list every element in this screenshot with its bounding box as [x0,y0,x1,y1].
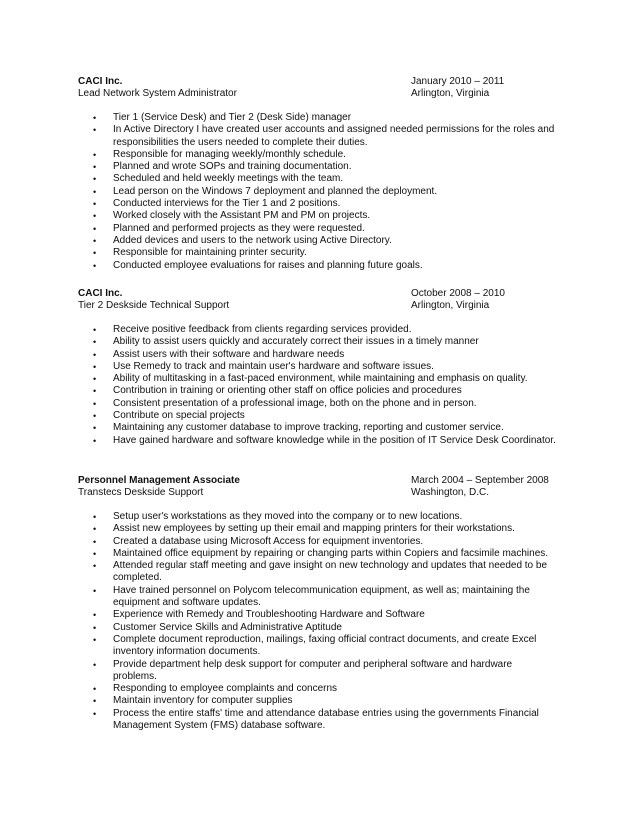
bullet-text: Consistent presentation of a professional image, both on the phone and in person. [113,397,477,409]
bullet-icon: • [93,361,97,372]
bullet-icon: • [93,423,97,434]
bullet-icon: • [93,248,97,259]
bullet-text: Maintain inventory for computer supplies [113,695,293,707]
bullet-icon: • [93,561,97,572]
bullet-icon: • [93,325,97,335]
bullet-item [78,410,558,422]
job-dates: October 2008 – 2010 [411,288,505,299]
bullet-icon: • [93,708,97,719]
bullet-text: Responsible for maintaining printer security. [113,247,307,259]
bullet-text: Responsible for managing weekly/monthly schedule. [113,148,346,160]
job-bullet-list [78,112,558,272]
bullet-icon: • [93,349,97,360]
bullet-text: Assist users with their software and hardware needs [113,348,345,360]
bullet-text: Ability of multitasking in a fast-paced environment, while maintaining and emphasis on quality. [113,373,528,385]
company-name: Personnel Management Associate [78,475,240,486]
company-name: CACI Inc. [78,76,123,87]
job-location: Arlington, Virginia [411,300,490,311]
job-title-row [78,88,558,100]
bullet-text: Ability to assist users quickly and accurately correct their issues in a timely manner [113,336,479,348]
bullet-item [78,708,558,733]
bullet-text: Contribution in training or orienting other staff on office policies and procedures [113,385,462,397]
bullet-icon: • [93,512,97,522]
bullet-item [78,560,558,585]
bullet-icon: • [93,411,97,422]
bullet-item [78,609,558,621]
bullet-item [78,112,558,124]
bullet-icon: • [93,610,97,621]
bullet-icon: • [93,149,97,160]
bullet-text: Provide department help desk support for computer and peripheral software and hardware problems. [113,658,513,682]
bullet-item [78,422,558,434]
bullet-text: Setup user's workstations as they moved into the company or to new locations. [113,511,463,522]
bullet-text: Lead person on the Windows 7 deployment and planned the deployment. [113,185,438,197]
bullet-text: Planned and performed projects as they were requested. [113,222,365,234]
job-title: Lead Network System Administrator [78,88,237,99]
job-location: Washington, D.C. [411,487,489,498]
bullet-text: Customer Service Skills and Administrative Aptitude [113,621,342,633]
bullet-item [78,659,558,684]
job-dates: January 2010 – 2011 [411,76,505,87]
bullet-text: Scheduled and held weekly meetings with the team. [113,173,344,185]
bullet-text: Added devices and users to the network using Active Directory. [113,234,392,246]
bullet-icon: • [93,398,97,409]
bullet-item [78,634,558,659]
bullet-icon: • [93,524,97,535]
bullet-text: Process the entire staffs' time and attendance database entries using the governments Financial Management System (FMS) database software. [113,707,539,732]
bullet-icon: • [93,186,97,197]
bullet-icon: • [93,536,97,547]
bullet-item [78,385,558,397]
bullet-icon: • [93,174,97,185]
bullet-text: Experience with Remedy and Troubleshooting Hardware and Software [113,609,425,621]
bullet-item [78,324,558,336]
job-dates: March 2004 – September 2008 [411,475,549,486]
job-title: Transtecs Deskside Support [78,487,204,498]
bullet-item [78,585,558,610]
bullet-item [78,536,558,548]
bullet-icon: • [93,211,97,222]
bullet-text: Have trained personnel on Polycom telecommunication equipment, as well as; maintaining the equipment and software updates. [113,584,530,609]
bullet-text: Use Remedy to track and maintain user's hardware and software issues. [113,360,434,372]
bullet-icon: • [93,223,97,234]
bullet-icon: • [93,260,97,271]
bullet-item [78,683,558,695]
bullet-text: Receive positive feedback from clients regarding services provided. [113,324,412,335]
bullet-item [78,548,558,560]
bullet-text: Have gained hardware and software knowledge while in the position of IT Service Desk Coordinator. [113,434,556,446]
bullet-item [78,361,558,373]
bullet-text: Planned and wrote SOPs and training documentation. [113,161,352,173]
bullet-icon: • [93,684,97,695]
bullet-item [78,223,558,235]
job-title-row [78,300,558,312]
bullet-item [78,695,558,707]
bullet-text: Worked closely with the Assistant PM and PM on projects. [113,210,371,222]
bullet-item [78,260,558,272]
job-location: Arlington, Virginia [411,88,490,99]
company-name: CACI Inc. [78,288,123,299]
job-section-2 [78,288,558,447]
bullet-icon: • [93,696,97,707]
bullet-item [78,622,558,634]
job-section-1 [78,76,558,272]
job-title-row [78,487,558,499]
bullet-icon: • [93,659,97,670]
bullet-icon: • [93,386,97,397]
bullet-text: Conducted interviews for the Tier 1 and 2 positions. [113,198,341,210]
bullet-icon: • [93,113,97,123]
job-section-3 [78,475,558,732]
job-title: Tier 2 Deskside Technical Support [78,300,230,311]
bullet-text: Complete document reproduction, mailings, faxing official contract documents, and create Excel inventory information documents. [113,633,537,658]
bullet-item [78,398,558,410]
job-header-row [78,288,558,300]
bullet-text: Created a database using Microsoft Access for equipment inventories. [113,535,424,547]
bullet-text: Maintaining any customer database to improve tracking, reporting and customer service. [113,422,504,434]
job-bullet-list [78,324,558,447]
bullet-item [78,210,558,222]
bullet-item [78,435,558,447]
bullet-icon: • [93,235,97,246]
bullet-text: Conducted employee evaluations for raises and planning future goals. [113,259,423,271]
bullet-icon: • [93,337,97,348]
bullet-item [78,373,558,385]
bullet-text: Assist new employees by setting up their email and mapping printers for their workstations. [113,523,515,535]
bullet-icon: • [93,585,97,596]
bullet-icon: • [93,622,97,633]
bullet-item [78,173,558,185]
bullet-item [78,149,558,161]
bullet-item [78,198,558,210]
bullet-icon: • [93,548,97,559]
bullet-icon: • [93,125,97,136]
bullet-icon: • [93,634,97,645]
bullet-item [78,511,558,523]
bullet-item [78,523,558,535]
bullet-item [78,161,558,173]
bullet-text: In Active Directory I have created user accounts and assigned needed permissions for the roles and responsibilities the users needed to complete their duties. [113,124,555,148]
bullet-icon: • [93,199,97,210]
job-header-row [78,475,558,487]
bullet-item [78,235,558,247]
bullet-text: Attended regular staff meeting and gave insight on new technology and updates that needed to be completed. [113,560,548,584]
bullet-item [78,349,558,361]
job-header-row [78,76,558,88]
bullet-item [78,247,558,259]
bullet-item [78,124,558,149]
bullet-text: Responding to employee complaints and concerns [113,683,338,695]
job-bullet-list [78,511,558,732]
bullet-icon: • [93,435,97,446]
bullet-item [78,186,558,198]
bullet-text: Contribute on special projects [113,410,245,422]
bullet-text: Maintained office equipment by repairing or changing parts within Copiers and facsimile machines. [113,547,549,559]
bullet-icon: • [93,162,97,173]
bullet-icon: • [93,374,97,385]
bullet-item [78,336,558,348]
bullet-text: Tier 1 (Service Desk) and Tier 2 (Desk Side) manager [113,112,352,123]
